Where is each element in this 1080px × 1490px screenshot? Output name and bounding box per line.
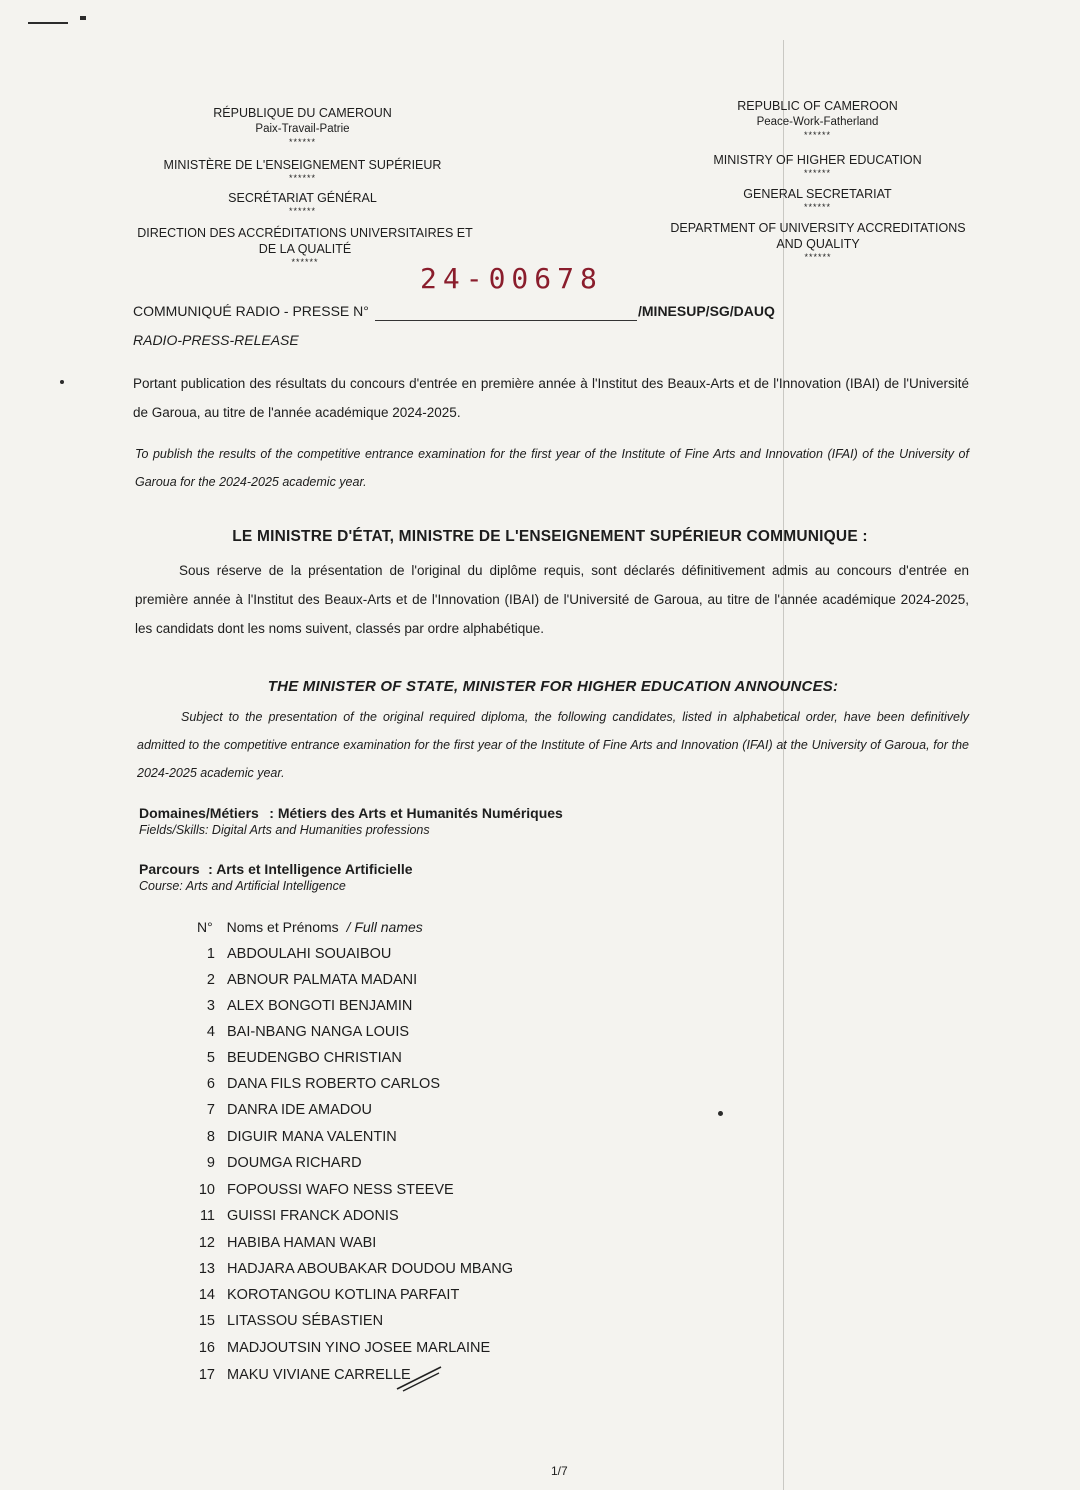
direction-fr-block [130, 225, 480, 267]
ministry-fr: MINISTÈRE DE L'ENSEIGNEMENT SUPÉRIEUR [163, 158, 442, 172]
republic-en: REPUBLIC OF CAMEROON [737, 99, 898, 113]
motto-en: Peace-Work-Fatherland [756, 116, 879, 128]
object-fr: Portant publication des résultats du concours d'entrée en première année à l'Institut des Beaux-Arts et de l'Innovation (IBAI) de l'Université de Garoua, au titre de l'année académique 2024-2025. [133, 376, 969, 420]
list-item: 3 ALEX BONGOTI BENJAMIN [206, 998, 413, 1014]
list-item: 15 LITASSOU SÉBASTIEN [198, 1313, 384, 1329]
page-number: 1/7 [551, 1464, 568, 1478]
col-name-header: Noms et Prénoms [226, 919, 339, 935]
separator: ****** [288, 137, 316, 147]
department-en-block [662, 220, 974, 262]
reference-label: COMMUNIQUÉ RADIO - PRESSE N° [133, 303, 369, 319]
list-item: 1 ABDOULAHI SOUAIBOU [206, 946, 392, 962]
motto-fr: Paix-Travail-Patrie [255, 123, 350, 135]
reference-underline [375, 320, 637, 321]
course-block [139, 861, 413, 893]
list-item: 13 HADJARA ABOUBAKAR DOUDOU MBANG [198, 1261, 514, 1277]
reference-subtitle: RADIO-PRESS-RELEASE [133, 332, 299, 348]
announcement-en-heading: THE MINISTER OF STATE, MINISTER FOR HIGHER EDUCATION ANNOUNCES: [267, 678, 839, 695]
direction-fr-line1: DIRECTION DES ACCRÉDITATIONS UNIVERSITAIRES ET [137, 226, 473, 240]
list-header [197, 919, 423, 935]
object-en: To publish the results of the competitive entrance examination for the first year of the Institute of Fine Arts and Innovation (IFAI) of the University of Garoua for the 2024-2025 academic year. [135, 447, 969, 489]
col-number-header: N° [197, 919, 213, 935]
separator: ****** [291, 257, 319, 267]
list-item: 11 GUISSI FRANCK ADONIS [199, 1208, 399, 1224]
domain-value: : Métiers des Arts et Humanités Numériques [269, 805, 563, 821]
domain-sub: Fields/Skills: Digital Arts and Humanities professions [139, 823, 430, 837]
list-item: 4 BAI-NBANG NANGA LOUIS [206, 1024, 410, 1040]
scan-mark [80, 16, 86, 20]
reference-number-stamp: 24-00678 [420, 262, 603, 295]
course-label: Parcours [139, 861, 200, 877]
ministry-fr-block [160, 157, 445, 183]
announcement-en-body: Subject to the presentation of the original required diploma, the following candidates, listed in alphabetical order, have been definitively admitted to the competitive entrance examination for the first year of the Institute of Fine Arts and Innovation (IFAI) at the University of Garoua, for the 2024-2025 academic year. [137, 710, 969, 780]
secretariat-fr: SECRÉTARIAT GÉNÉRAL [228, 191, 377, 205]
announcement-fr-body: Sous réserve de la présentation de l'original du diplôme requis, sont déclarés définitivement admis au concours d'entrée en première année à l'Institut des Beaux-Arts et de l'Innovation (IBAI) de l'Université de Garoua, au titre de l'année académique 2024-2025, les candidats dont les noms suivent, classés par ordre alphabétique. [135, 563, 969, 636]
list-item: 17 MAKU VIVIANE CARRELLE [198, 1367, 411, 1383]
separator: ****** [288, 206, 316, 216]
header-fr [170, 105, 435, 147]
list-item: 8 DIGUIR MANA VALENTIN [206, 1129, 397, 1145]
secretariat-en-block [705, 186, 930, 212]
course-value: : Arts et Intelligence Artificielle [208, 861, 413, 877]
list-item: 7 DANRA IDE AMADOU [206, 1102, 373, 1118]
list-item: 9 DOUMGA RICHARD [206, 1155, 362, 1171]
header-en [705, 98, 930, 140]
direction-fr-line2: DE LA QUALITÉ [258, 242, 352, 256]
ministry-en-block [700, 152, 935, 178]
department-en-line1: DEPARTMENT OF UNIVERSITY ACCREDITATIONS [670, 221, 966, 235]
list-item: 5 BEUDENGBO CHRISTIAN [206, 1050, 402, 1066]
republic-fr: RÉPUBLIQUE DU CAMEROUN [213, 106, 392, 120]
secretariat-en: GENERAL SECRETARIAT [743, 187, 892, 201]
separator: ****** [804, 252, 832, 262]
separator: ****** [288, 173, 316, 183]
separator: ****** [803, 168, 831, 178]
domain-block [139, 805, 563, 837]
list-item: 12 HABIBA HAMAN WABI [198, 1235, 377, 1251]
department-en-line2: AND QUALITY [776, 237, 860, 251]
list-item: 6 DANA FILS ROBERTO CARLOS [206, 1076, 440, 1092]
announcement-fr-heading: LE MINISTRE D'ÉTAT, MINISTRE DE L'ENSEIGNEMENT SUPÉRIEUR COMMUNIQUE : [232, 528, 868, 545]
reference-suffix: /MINESUP/SG/DAUQ [638, 303, 775, 319]
end-of-list-slash-mark [395, 1363, 445, 1393]
list-item: 16 MADJOUTSIN YINO JOSEE MARLAINE [198, 1340, 491, 1356]
scan-dot [718, 1111, 723, 1116]
list-item: 14 KOROTANGOU KOTLINA PARFAIT [198, 1287, 460, 1303]
secretariat-fr-block [170, 190, 435, 216]
list-item: 2 ABNOUR PALMATA MADANI [206, 972, 418, 988]
list-item: 10 FOPOUSSI WAFO NESS STEEVE [198, 1182, 454, 1198]
course-sub: Course: Arts and Artificial Intelligence [139, 879, 346, 893]
separator: ****** [803, 202, 831, 212]
scan-dot [60, 380, 64, 384]
domain-label: Domaines/Métiers [139, 805, 259, 821]
scan-mark [28, 22, 68, 24]
separator: ****** [803, 130, 831, 140]
col-name-en-header: / Full names [346, 919, 423, 935]
ministry-en: MINISTRY OF HIGHER EDUCATION [713, 153, 922, 167]
